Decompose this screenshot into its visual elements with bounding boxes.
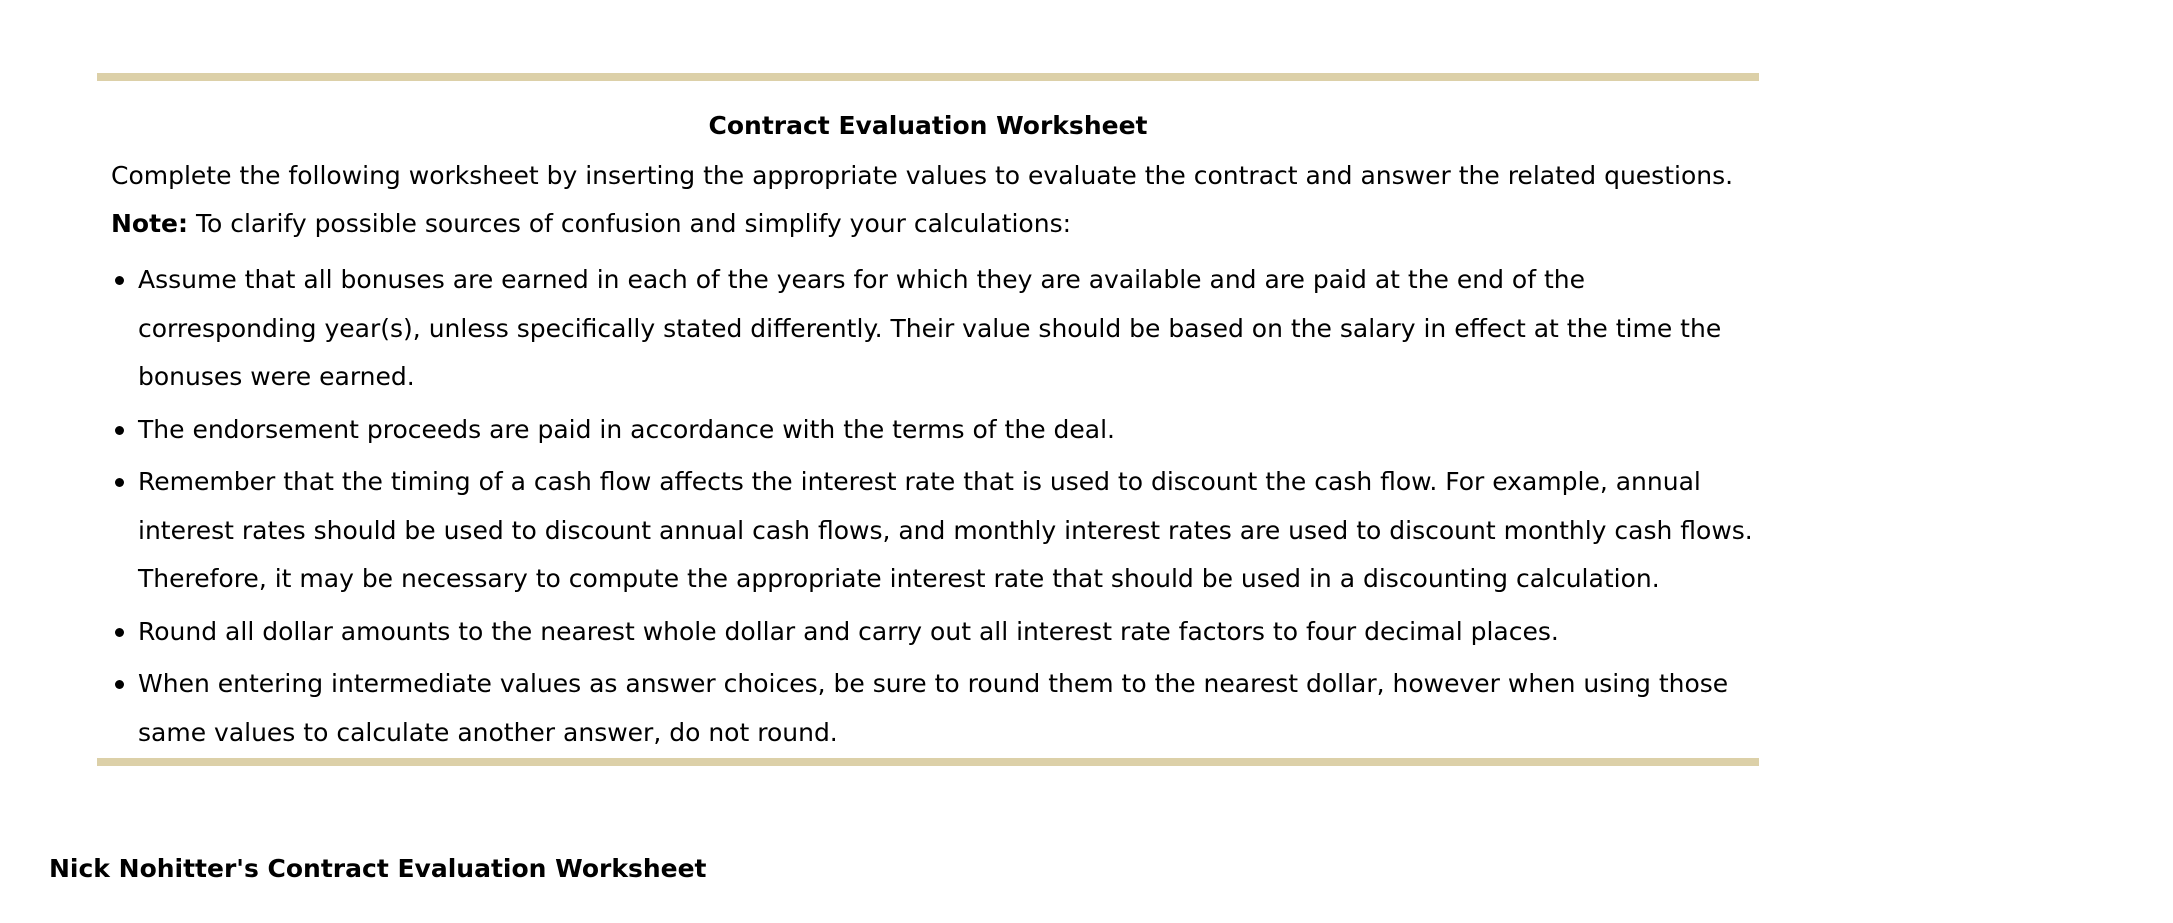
bullet-icon	[115, 276, 124, 285]
bullet-icon	[115, 628, 124, 637]
list-item	[111, 660, 1759, 757]
bullet-icon	[115, 426, 124, 435]
list-item	[111, 608, 1759, 657]
worksheet-title: Contract Evaluation Worksheet	[708, 111, 1148, 140]
section-title: Nick Nohitter's Contract Evaluation Worksheet	[49, 854, 707, 883]
list-item-text: When entering intermediate values as answer choices, be sure to round them to the nearest dollar, however when using those same values to calculate another answer, do not round.	[138, 669, 1729, 747]
note-label: Note:	[111, 209, 189, 238]
instruction-list	[111, 256, 1759, 761]
list-item	[111, 458, 1759, 604]
list-item	[111, 406, 1759, 455]
list-item	[111, 256, 1759, 402]
worksheet-intro: Complete the following worksheet by inserting the appropriate values to evaluate the contract and answer the related questions.	[111, 161, 1734, 190]
bullet-icon	[115, 680, 124, 689]
list-item-text: Round all dollar amounts to the nearest whole dollar and carry out all interest rate factors to four decimal places.	[138, 616, 1559, 646]
list-item-text: The endorsement proceeds are paid in accordance with the terms of the deal.	[138, 414, 1115, 444]
list-item-text: Assume that all bonuses are earned in each of the years for which they are available and are paid at the end of the corresponding year(s), unless specifically stated differently. Their value should be based on the salary in effect at the time the bonuses were earned.	[138, 265, 1722, 391]
list-item-text: Remember that the timing of a cash flow affects the interest rate that is used to discount the cash flow. For example, annual interest rates should be used to discount annual cash flows, and monthly interest rates are used to discount monthly cash flows. Therefore, it may be necessary to compute the appropriate interest rate that should be used in a discounting calculation.	[138, 467, 1753, 593]
bullet-icon	[115, 478, 124, 487]
note-text: To clarify possible sources of confusion and simplify your calculations:	[188, 209, 1072, 238]
worksheet-instructions-box	[97, 73, 1759, 766]
worksheet-note	[111, 207, 1071, 241]
